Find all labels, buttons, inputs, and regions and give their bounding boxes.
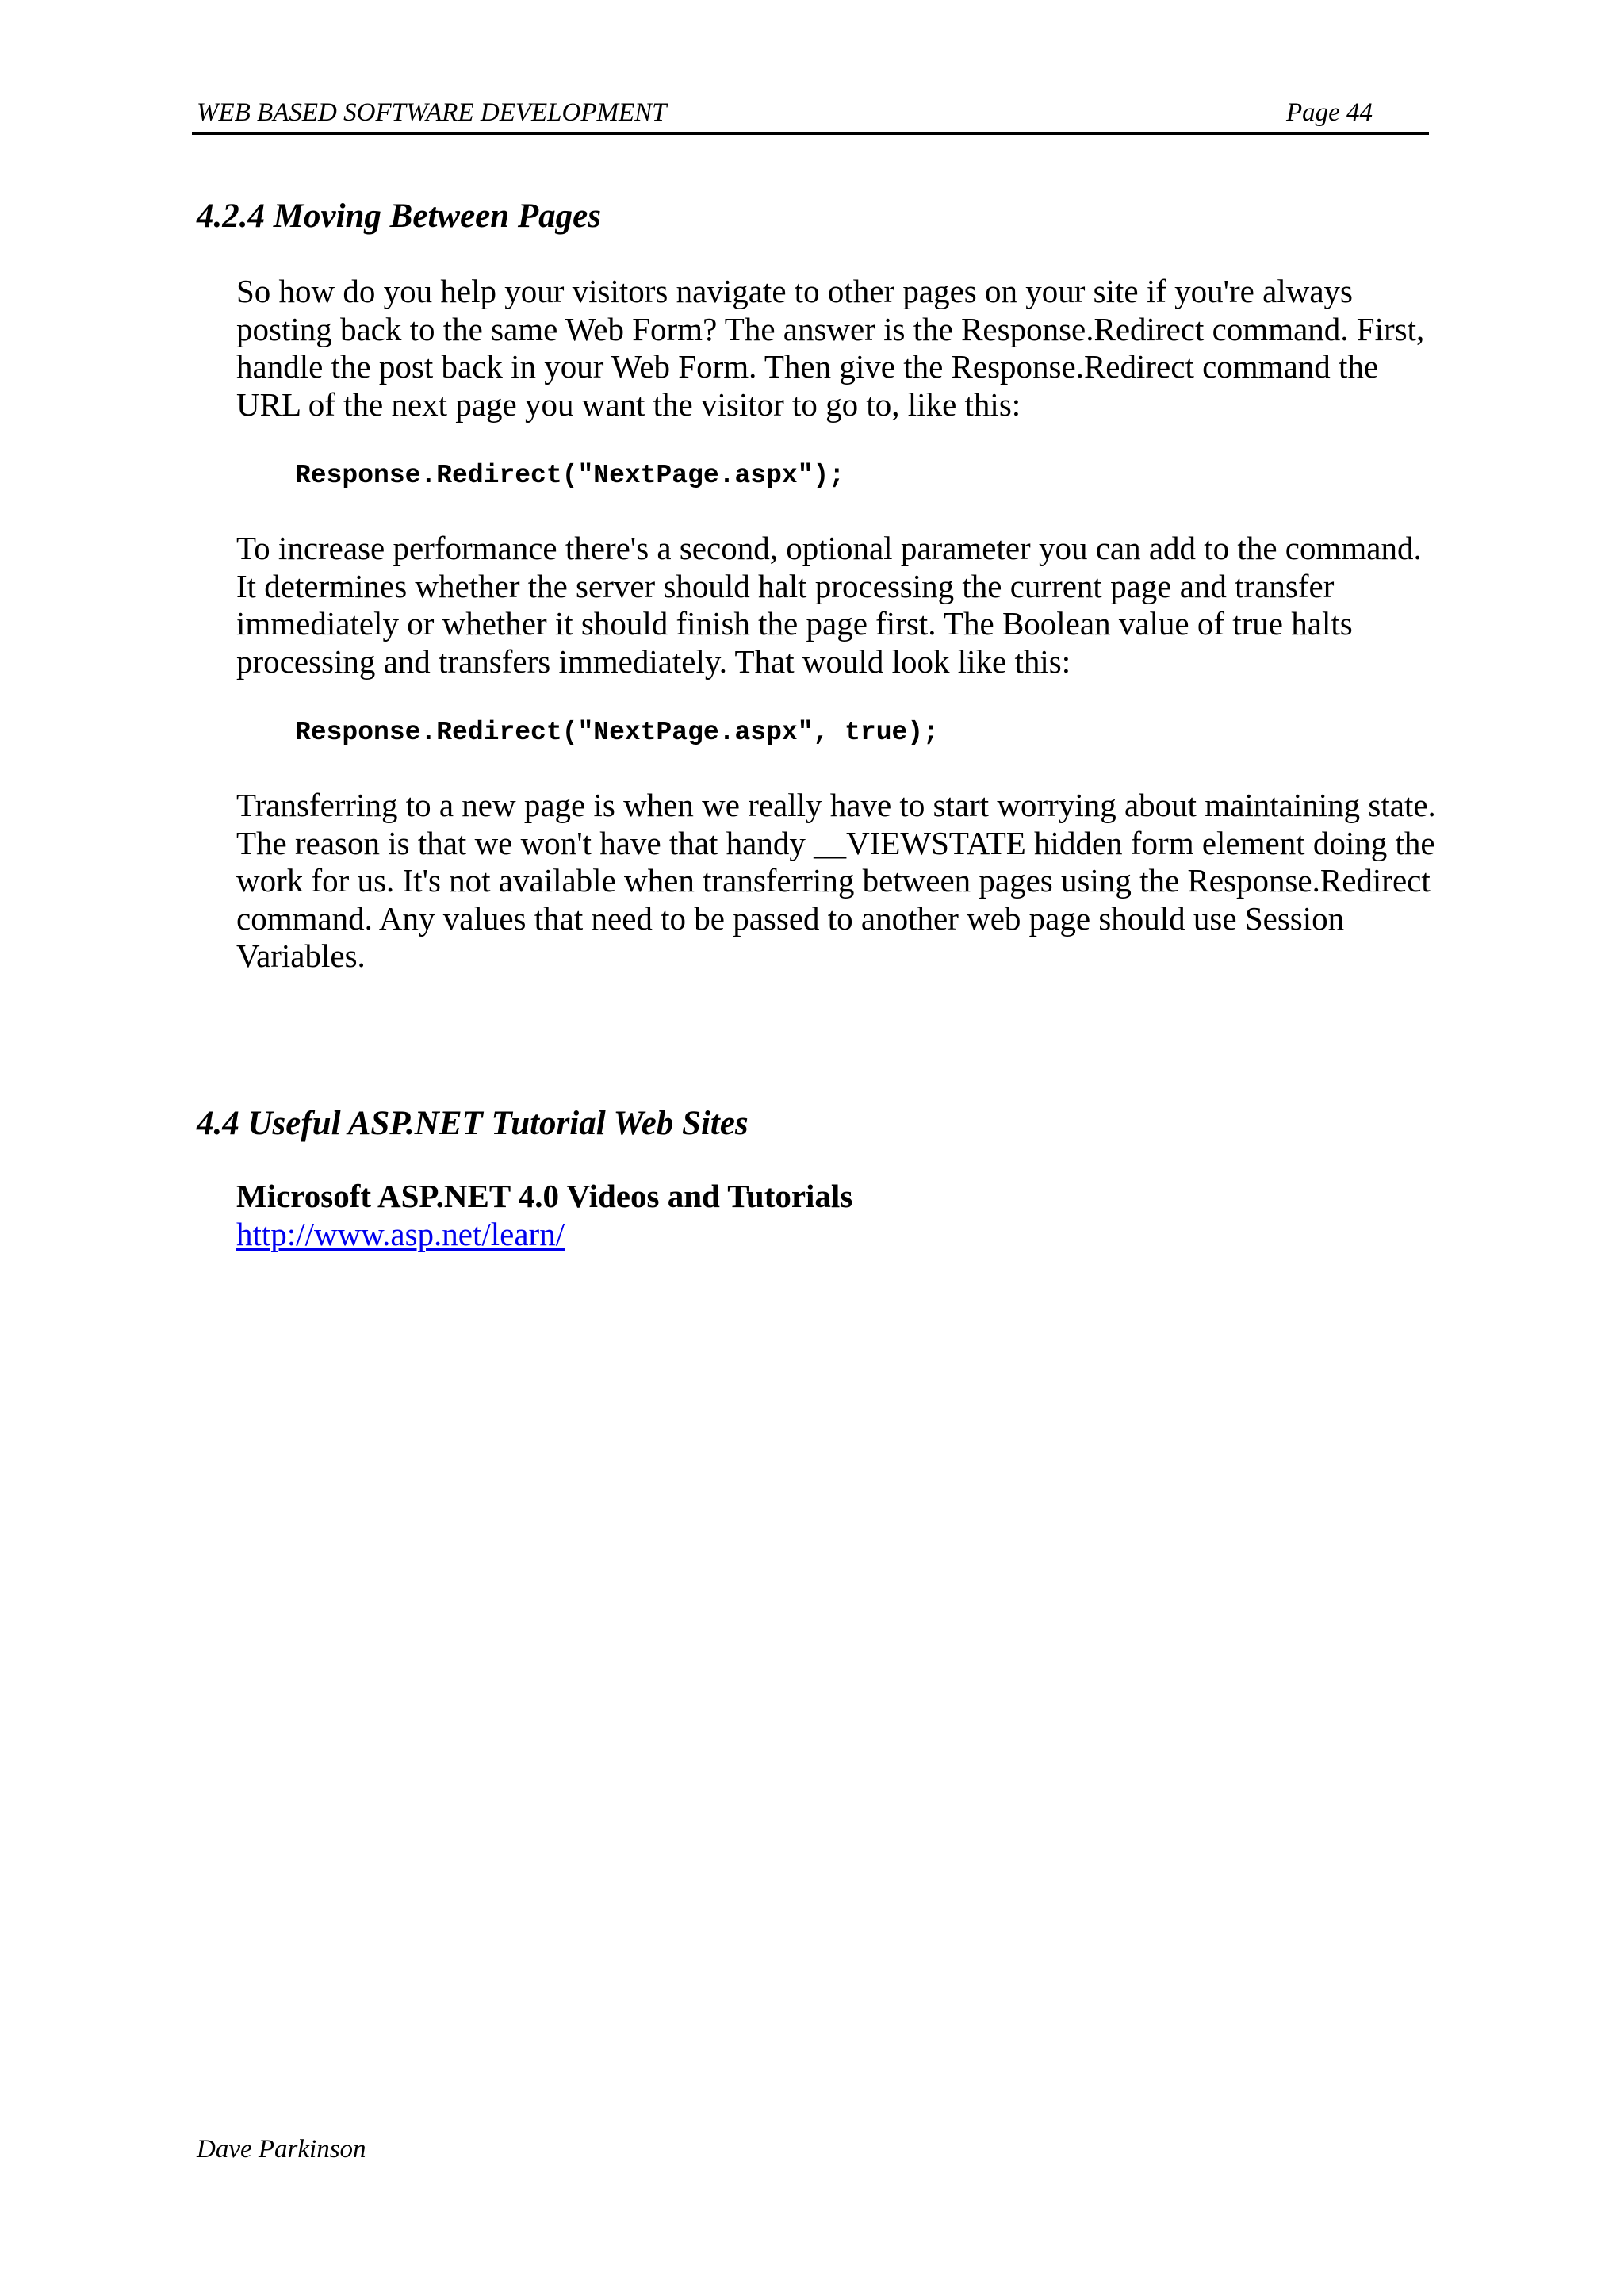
running-title: WEB BASED SOFTWARE DEVELOPMENT xyxy=(197,98,667,127)
resource-title: Microsoft ASP.NET 4.0 Videos and Tutorials xyxy=(236,1178,853,1214)
paragraph-navigation-intro: So how do you help your visitors navigate to other pages on your site if you're always posting back to the same Web Form? The answer is the Response.Redirect command. First, handle the post back in your Web Form. Then give the Response.Redirect command the URL of the next page you want the visitor to go to, like this: xyxy=(236,273,1425,423)
paragraph-maintaining-state: Transferring to a new page is when we really have to start worrying about maintaining state. The reason is that we won't have that handy __VIEWSTATE hidden form element doing the work for us. It's not available when transferring between pages using the Response.Redirect command. Any values that need to be passed to another web page should use Session Variables. xyxy=(236,787,1436,974)
code-snippet-redirect: Response.Redirect("NextPage.aspx"); xyxy=(295,461,845,490)
page-header xyxy=(192,94,1429,135)
footer-author: Dave Parkinson xyxy=(197,2135,366,2164)
section-heading-tutorial-web-sites: 4.4 Useful ASP.NET Tutorial Web Sites xyxy=(197,1105,749,1142)
page-number: Page 44 xyxy=(1286,98,1373,127)
resource-link[interactable]: http://www.asp.net/learn/ xyxy=(236,1216,565,1252)
paragraph-performance-parameter: To increase performance there's a second, optional parameter you can add to the command. It determines whether the server should halt processing the current page and transfer immediately or whether it should finish the page first. The Boolean value of true halts processing and transfers immediately. That would look like this: xyxy=(236,530,1422,680)
code-snippet-redirect-true: Response.Redirect("NextPage.aspx", true); xyxy=(295,718,939,747)
section-heading-moving-between-pages: 4.2.4 Moving Between Pages xyxy=(197,197,601,235)
